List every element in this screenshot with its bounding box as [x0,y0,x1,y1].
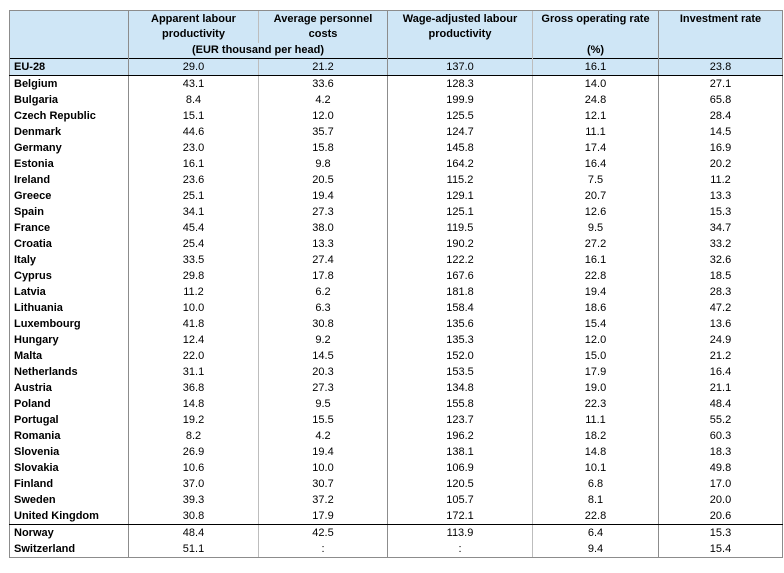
value-cell-gor: 27.2 [533,236,659,252]
value-cell-gor: 6.8 [533,476,659,492]
value-cell-ir: 23.8 [659,59,783,76]
value-cell-alp: 11.2 [129,284,259,300]
header-apparent-labour-productivity: Apparent labour productivity [129,11,259,44]
value-cell-walp: 113.9 [388,525,533,542]
value-cell-apc: 35.7 [259,124,388,140]
value-cell-gor: 17.4 [533,140,659,156]
value-cell-apc: 30.8 [259,316,388,332]
table-row [10,124,783,140]
table-row [10,348,783,364]
value-cell-walp: 135.6 [388,316,533,332]
value-cell-alp: 19.2 [129,412,259,428]
table-row [10,316,783,332]
value-cell-apc: 12.0 [259,108,388,124]
value-cell-apc: 30.7 [259,476,388,492]
value-cell-walp: 106.9 [388,460,533,476]
value-cell-alp: 34.1 [129,204,259,220]
country-cell: Germany [10,140,129,156]
value-cell-ir: 13.6 [659,316,783,332]
value-cell-ir: 28.3 [659,284,783,300]
value-cell-gor: 16.1 [533,252,659,268]
value-cell-alp: 41.8 [129,316,259,332]
value-cell-walp: 120.5 [388,476,533,492]
value-cell-ir: 20.0 [659,492,783,508]
value-cell-walp: 138.1 [388,444,533,460]
value-cell-apc: 9.8 [259,156,388,172]
value-cell-walp: 135.3 [388,332,533,348]
value-cell-alp: 15.1 [129,108,259,124]
table-row [10,284,783,300]
country-cell: Austria [10,380,129,396]
value-cell-alp: 48.4 [129,525,259,542]
value-cell-walp: 196.2 [388,428,533,444]
table-row [10,204,783,220]
value-cell-gor: 14.8 [533,444,659,460]
value-cell-alp: 29.0 [129,59,259,76]
value-cell-apc: 10.0 [259,460,388,476]
header-country-column [10,11,129,59]
table-row-eu28 [10,59,783,76]
value-cell-gor: 16.4 [533,156,659,172]
header-unit-eur: (EUR thousand per head) [129,43,388,59]
value-cell-alp: 12.4 [129,332,259,348]
value-cell-gor: 22.3 [533,396,659,412]
value-cell-apc: : [259,541,388,558]
value-cell-ir: 17.0 [659,476,783,492]
value-cell-alp: 43.1 [129,76,259,93]
value-cell-gor: 19.0 [533,380,659,396]
country-cell: Latvia [10,284,129,300]
value-cell-gor: 18.6 [533,300,659,316]
value-cell-apc: 6.2 [259,284,388,300]
value-cell-apc: 14.5 [259,348,388,364]
value-cell-ir: 14.5 [659,124,783,140]
value-cell-ir: 21.2 [659,348,783,364]
value-cell-alp: 14.8 [129,396,259,412]
value-cell-ir: 15.3 [659,525,783,542]
country-cell: Netherlands [10,364,129,380]
value-cell-walp: 181.8 [388,284,533,300]
table-row [10,460,783,476]
value-cell-ir: 15.4 [659,541,783,558]
table-row [10,396,783,412]
value-cell-gor: 18.2 [533,428,659,444]
value-cell-gor: 19.4 [533,284,659,300]
header-gross-operating-rate: Gross operating rate [533,11,659,44]
country-cell: Spain [10,204,129,220]
table-body [10,59,783,558]
country-cell: Estonia [10,156,129,172]
table-row [10,76,783,93]
value-cell-ir: 20.6 [659,508,783,525]
table-container [9,10,783,558]
table-row [10,525,783,542]
value-cell-ir: 24.9 [659,332,783,348]
value-cell-alp: 25.1 [129,188,259,204]
country-cell: Poland [10,396,129,412]
value-cell-walp: 199.9 [388,92,533,108]
value-cell-walp: 123.7 [388,412,533,428]
value-cell-ir: 13.3 [659,188,783,204]
value-cell-ir: 48.4 [659,396,783,412]
value-cell-alp: 8.4 [129,92,259,108]
value-cell-apc: 6.3 [259,300,388,316]
value-cell-ir: 28.4 [659,108,783,124]
table-row [10,300,783,316]
table-row [10,92,783,108]
table-row [10,541,783,558]
value-cell-ir: 16.4 [659,364,783,380]
country-cell: Czech Republic [10,108,129,124]
value-cell-ir: 20.2 [659,156,783,172]
table-row [10,140,783,156]
value-cell-alp: 26.9 [129,444,259,460]
value-cell-alp: 44.6 [129,124,259,140]
value-cell-walp: 128.3 [388,76,533,93]
value-cell-gor: 22.8 [533,508,659,525]
table-row [10,156,783,172]
value-cell-walp: 153.5 [388,364,533,380]
value-cell-gor: 17.9 [533,364,659,380]
value-cell-gor: 22.8 [533,268,659,284]
value-cell-ir: 34.7 [659,220,783,236]
value-cell-alp: 33.5 [129,252,259,268]
value-cell-apc: 38.0 [259,220,388,236]
value-cell-walp: 122.2 [388,252,533,268]
country-cell: Norway [10,525,129,542]
value-cell-apc: 15.8 [259,140,388,156]
value-cell-gor: 11.1 [533,124,659,140]
value-cell-ir: 49.8 [659,460,783,476]
table-row [10,252,783,268]
value-cell-alp: 51.1 [129,541,259,558]
header-investment-rate: Investment rate [659,11,783,59]
country-cell: Belgium [10,76,129,93]
value-cell-apc: 9.5 [259,396,388,412]
value-cell-alp: 22.0 [129,348,259,364]
value-cell-walp: 115.2 [388,172,533,188]
value-cell-gor: 9.4 [533,541,659,558]
country-cell: EU-28 [10,59,129,76]
table-row [10,412,783,428]
table-row [10,172,783,188]
value-cell-apc: 9.2 [259,332,388,348]
country-cell: Hungary [10,332,129,348]
value-cell-walp: 119.5 [388,220,533,236]
value-cell-alp: 16.1 [129,156,259,172]
country-cell: Switzerland [10,541,129,558]
value-cell-alp: 10.6 [129,460,259,476]
value-cell-gor: 16.1 [533,59,659,76]
table-row [10,364,783,380]
country-cell: Slovenia [10,444,129,460]
value-cell-ir: 65.8 [659,92,783,108]
value-cell-gor: 12.1 [533,108,659,124]
table-row [10,220,783,236]
country-cell: Croatia [10,236,129,252]
value-cell-gor: 10.1 [533,460,659,476]
value-cell-gor: 11.1 [533,412,659,428]
value-cell-apc: 20.5 [259,172,388,188]
value-cell-ir: 60.3 [659,428,783,444]
value-cell-gor: 9.5 [533,220,659,236]
country-cell: Ireland [10,172,129,188]
value-cell-apc: 37.2 [259,492,388,508]
value-cell-apc: 13.3 [259,236,388,252]
statistics-table [9,10,783,558]
value-cell-walp: 124.7 [388,124,533,140]
country-cell: Bulgaria [10,92,129,108]
value-cell-gor: 14.0 [533,76,659,93]
value-cell-walp: 125.5 [388,108,533,124]
value-cell-walp: 129.1 [388,188,533,204]
value-cell-alp: 31.1 [129,364,259,380]
header-row [10,11,783,44]
table-row [10,380,783,396]
country-cell: Luxembourg [10,316,129,332]
value-cell-gor: 8.1 [533,492,659,508]
value-cell-apc: 20.3 [259,364,388,380]
value-cell-walp: 105.7 [388,492,533,508]
value-cell-alp: 23.0 [129,140,259,156]
value-cell-walp: 158.4 [388,300,533,316]
country-cell: Finland [10,476,129,492]
country-cell: Italy [10,252,129,268]
value-cell-alp: 37.0 [129,476,259,492]
country-cell: Portugal [10,412,129,428]
value-cell-apc: 27.3 [259,380,388,396]
table-row [10,108,783,124]
value-cell-alp: 36.8 [129,380,259,396]
header-wage-adjusted-labour-productivity: Wage-adjusted labour productivity [388,11,533,59]
value-cell-apc: 19.4 [259,188,388,204]
table-row [10,428,783,444]
country-cell: France [10,220,129,236]
value-cell-apc: 33.6 [259,76,388,93]
country-cell: Denmark [10,124,129,140]
country-cell: Lithuania [10,300,129,316]
value-cell-gor: 6.4 [533,525,659,542]
country-cell: United Kingdom [10,508,129,525]
table-row [10,476,783,492]
value-cell-ir: 15.3 [659,204,783,220]
value-cell-ir: 16.9 [659,140,783,156]
value-cell-walp: 137.0 [388,59,533,76]
value-cell-apc: 17.9 [259,508,388,525]
value-cell-gor: 12.6 [533,204,659,220]
value-cell-apc: 21.2 [259,59,388,76]
value-cell-gor: 15.4 [533,316,659,332]
value-cell-alp: 30.8 [129,508,259,525]
country-cell: Greece [10,188,129,204]
value-cell-apc: 42.5 [259,525,388,542]
value-cell-ir: 55.2 [659,412,783,428]
value-cell-walp: 167.6 [388,268,533,284]
value-cell-ir: 27.1 [659,76,783,93]
country-cell: Sweden [10,492,129,508]
table-row [10,188,783,204]
value-cell-ir: 33.2 [659,236,783,252]
value-cell-walp: 164.2 [388,156,533,172]
value-cell-ir: 18.5 [659,268,783,284]
value-cell-apc: 4.2 [259,428,388,444]
value-cell-alp: 29.8 [129,268,259,284]
value-cell-alp: 10.0 [129,300,259,316]
value-cell-gor: 20.7 [533,188,659,204]
value-cell-walp: : [388,541,533,558]
table-header [10,11,783,59]
country-cell: Malta [10,348,129,364]
value-cell-ir: 32.6 [659,252,783,268]
value-cell-gor: 15.0 [533,348,659,364]
value-cell-apc: 4.2 [259,92,388,108]
table-row [10,236,783,252]
value-cell-alp: 25.4 [129,236,259,252]
value-cell-gor: 12.0 [533,332,659,348]
value-cell-apc: 27.4 [259,252,388,268]
header-average-personnel-costs: Average personnel costs [259,11,388,44]
value-cell-ir: 21.1 [659,380,783,396]
value-cell-walp: 125.1 [388,204,533,220]
header-unit-percent: (%) [533,43,659,59]
table-row [10,444,783,460]
value-cell-walp: 190.2 [388,236,533,252]
table-row [10,332,783,348]
value-cell-alp: 45.4 [129,220,259,236]
value-cell-alp: 23.6 [129,172,259,188]
country-cell: Romania [10,428,129,444]
value-cell-apc: 17.8 [259,268,388,284]
table-row [10,508,783,525]
value-cell-ir: 18.3 [659,444,783,460]
table-row [10,268,783,284]
value-cell-gor: 7.5 [533,172,659,188]
value-cell-walp: 152.0 [388,348,533,364]
country-cell: Cyprus [10,268,129,284]
value-cell-alp: 39.3 [129,492,259,508]
country-cell: Slovakia [10,460,129,476]
value-cell-walp: 172.1 [388,508,533,525]
value-cell-alp: 8.2 [129,428,259,444]
table-row [10,492,783,508]
value-cell-apc: 27.3 [259,204,388,220]
value-cell-walp: 155.8 [388,396,533,412]
value-cell-ir: 47.2 [659,300,783,316]
value-cell-walp: 145.8 [388,140,533,156]
value-cell-apc: 15.5 [259,412,388,428]
value-cell-gor: 24.8 [533,92,659,108]
value-cell-apc: 19.4 [259,444,388,460]
value-cell-walp: 134.8 [388,380,533,396]
value-cell-ir: 11.2 [659,172,783,188]
